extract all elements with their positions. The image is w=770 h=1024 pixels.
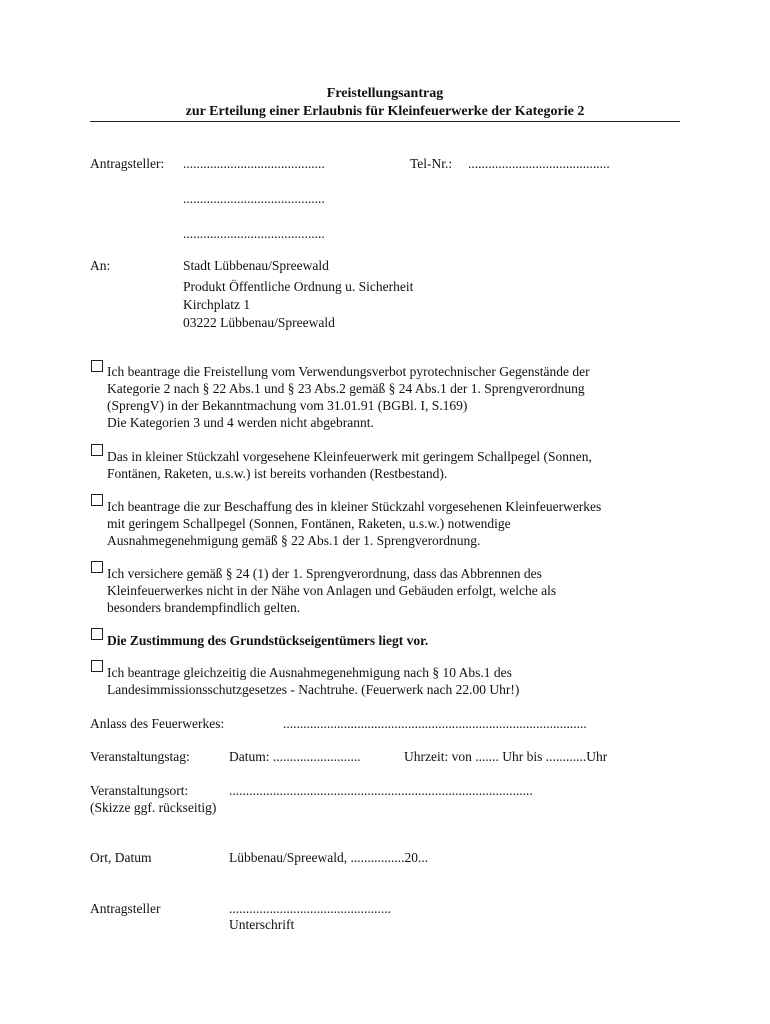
text-line: Ich beantrage die Freistellung vom Verwendungsverbot pyrotechnischer Gegenstände der [107,364,590,379]
text-line: besonders brandempfindlich gelten. [107,600,301,615]
checkbox-text-existing-stock [107,448,687,482]
text-line: Das in kleiner Stückzahl vorgesehene Kleinfeuerwerk mit geringem Schallpegel (Sonnen, [107,449,592,464]
tel-field[interactable]: .......................................... [468,156,610,171]
applicant-label: Antragsteller: [90,156,165,171]
text-line: Ich beantrage die zur Beschaffung des in kleiner Stückzahl vorgesehenen Kleinfeuerwerkes [107,499,602,514]
event-place-field[interactable]: .......................................................................................... [229,783,533,798]
text-line: Landesimmissionsschutzgesetzes - Nachtruhe. (Feuerwerk nach 22.00 Uhr!) [107,682,520,697]
checkbox-procurement[interactable] [91,494,103,506]
checkbox-text-owner-consent [107,632,687,649]
checkbox-text-night-exception [107,664,687,698]
checkbox-text-exemption [107,363,687,431]
place-date-label: Ort, Datum [90,850,152,865]
recipient-line: Kirchplatz 1 [183,297,251,312]
checkbox-exemption[interactable] [91,360,103,372]
signature-line[interactable]: ................................................ [229,901,391,916]
checkbox-owner-consent[interactable] [91,628,103,640]
recipient-line: Stadt Lübbenau/Spreewald [183,258,329,273]
applicant-line-2[interactable]: .......................................... [183,191,325,206]
form-title: Freistellungsantrag [326,86,444,101]
text-line: Die Zustimmung des Grundstückseigentümers liegt vor. [107,633,429,648]
text-line: Ich beantrage gleichzeitig die Ausnahmegenehmigung nach § 10 Abs.1 des [107,665,512,680]
text-line: Kategorie 2 nach § 22 Abs.1 und § 23 Abs.2 gemäß § 24 Abs.1 der 1. Sprengverordnung [107,381,585,396]
text-line: Kleinfeuerwerkes nicht in der Nähe von Anlagen und Gebäuden erfolgt, welche als [107,583,557,598]
title-divider [90,121,680,122]
event-place-label: Veranstaltungsort: [90,783,189,798]
place-date-field[interactable]: Lübbenau/Spreewald, ................20... [229,850,429,865]
event-time-field[interactable]: Uhrzeit: von ....... Uhr bis ............Uhr [404,749,608,764]
signature-caption: Unterschrift [229,917,295,932]
text-line: (SprengV) in der Bekanntmachung vom 31.01.91 (BGBl. I, S.169) [107,398,468,413]
form-subtitle: zur Erteilung einer Erlaubnis für Kleinfeuerwerke der Kategorie 2 [185,104,585,119]
event-date-field[interactable]: Datum: .......................... [229,749,361,764]
recipient-label: An: [90,258,111,273]
tel-label: Tel-Nr.: [410,156,453,171]
text-line: Ausnahmegenehmigung gemäß § 22 Abs.1 der 1. Sprengverordnung. [107,533,481,548]
applicant-line-1[interactable]: .......................................... [183,156,325,171]
checkbox-assurance[interactable] [91,561,103,573]
occasion-label: Anlass des Feuerwerkes: [90,716,225,731]
sketch-note: (Skizze ggf. rückseitig) [90,800,217,815]
checkbox-night-exception[interactable] [91,660,103,672]
checkbox-text-procurement [107,498,687,549]
checkbox-existing-stock[interactable] [91,444,103,456]
applicant-signature-label: Antragsteller [90,901,161,916]
occasion-field[interactable]: .......................................................................................... [283,716,587,731]
text-line: Ich versichere gemäß § 24 (1) der 1. Sprengverordnung, dass das Abbrennen des [107,566,542,581]
applicant-line-3[interactable]: .......................................... [183,226,325,241]
text-line: Fontänen, Raketen, u.s.w.) ist bereits vorhanden (Restbestand). [107,466,448,481]
event-day-label: Veranstaltungstag: [90,749,190,764]
text-line: Die Kategorien 3 und 4 werden nicht abgebrannt. [107,415,374,430]
text-line: mit geringem Schallpegel (Sonnen, Fontänen, Raketen, u.s.w.) notwendige [107,516,511,531]
checkbox-text-assurance [107,565,687,616]
recipient-line: 03222 Lübbenau/Spreewald [183,315,335,330]
recipient-line: Produkt Öffentliche Ordnung u. Sicherheit [183,279,414,294]
